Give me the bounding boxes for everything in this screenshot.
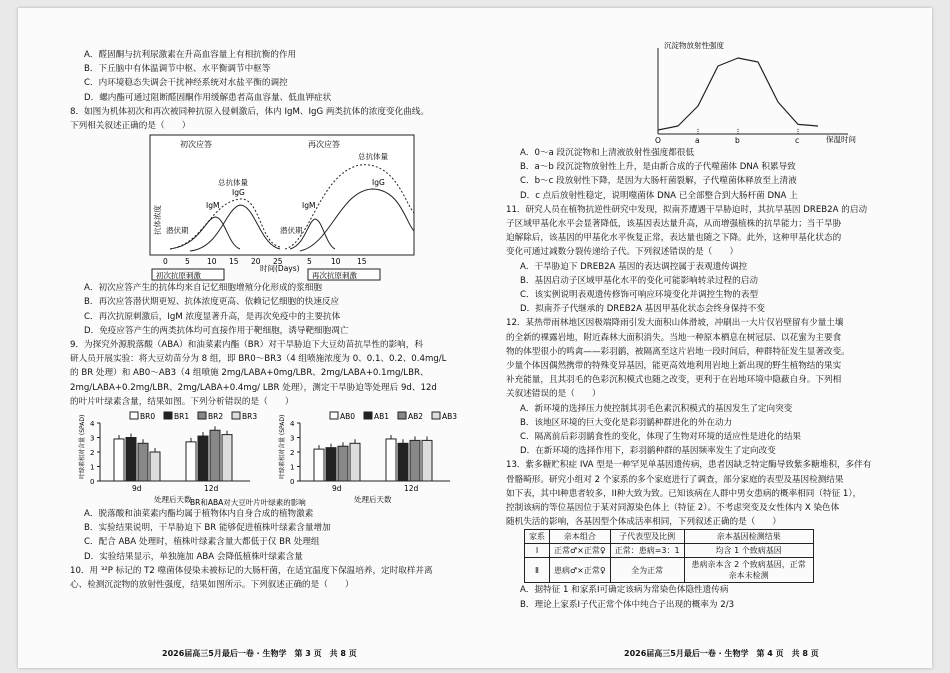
line-x-tick-label: a xyxy=(695,136,700,145)
question-line: 的 BR 处理）和 AB0～AB3（4 组喷施 2mg/LABA+0mg/LBR、2mg/LABA+0.1mg/LBR、 xyxy=(70,368,429,379)
option-line: B．再次应答潜伏期更短、抗体浓度更高、依赖记忆细胞的快速反应 xyxy=(84,297,340,308)
left-column xyxy=(70,48,490,592)
bar-y-tick-label: 0 xyxy=(290,478,295,487)
option-line: B．基因启动子区域甲基化水平的变化可能影响转录过程的启动 xyxy=(520,275,758,286)
option-line: B．a～b 段沉淀物放射性上升，是由新合成的子代噬菌体 DNA 积累导致 xyxy=(520,162,796,173)
question-line: 11．研究人员在植物抗逆性研究中发现，拟南芥遭遇干旱胁迫时，其抗旱基因 DREB2A 的启动 xyxy=(506,204,868,215)
question-line: 2mg/LABA+0.2mg/LBR、2mg/LABA+0.4mg/ LBR 处理），测定干旱胁迫等处理后 9d、12d xyxy=(70,382,437,393)
question-line: 9．为探究外源脱落酸（ABA）和油菜素内酯（BR）对干旱胁迫下大豆幼苗抗旱性的影响，科 xyxy=(70,340,423,351)
option-line: D．拟南芥子代继承的 DREB2A 基因甲基化状态会终身保持不变 xyxy=(520,304,765,315)
q8-options xyxy=(70,281,490,338)
immune-igm-label-2: IgM xyxy=(302,201,316,211)
line-x-tick-label: O xyxy=(655,136,661,145)
bar xyxy=(210,430,220,481)
table-cell: 正常♂×正常♀ xyxy=(550,544,611,558)
immune-tick-label: 5 xyxy=(307,257,312,267)
question-line: 骨骼畸形。研究小组对 2 个家系的多个家庭进行了调查，部分家庭的表型及基因检测结果 xyxy=(506,474,844,485)
table-cell: Ⅱ xyxy=(525,558,550,583)
option-line: B．实验结果说明，干旱胁迫下 BR 能够促进植株叶绿素含量增加 xyxy=(84,523,331,534)
legend-label: AB3 xyxy=(442,412,458,422)
legend-swatch xyxy=(330,412,338,419)
option-line: A．新环境的选择压力使控制其羽毛色素沉积模式的基因发生了定向突变 xyxy=(520,403,793,414)
q9-options xyxy=(70,507,490,564)
table-row xyxy=(525,544,814,558)
immune-latency-2: 潜伏期 xyxy=(280,226,303,236)
option-line: D．免疫应答产生的两类抗体均可直接作用于靶细胞，诱导靶细胞凋亡 xyxy=(84,325,349,336)
bar-category-label: 12d xyxy=(404,484,419,494)
bar xyxy=(198,436,208,481)
bar-y-label: 叶绿素相对含量 (SPAD) xyxy=(279,414,286,480)
option-line: B．下丘脑中有体温调节中枢、水平衡调节中枢等 xyxy=(84,64,271,75)
question-line: 关叙述错误的是（ ） xyxy=(506,389,601,400)
immune-tick-label: 15 xyxy=(357,257,367,267)
table-cell: 患病♂×正常♀ xyxy=(550,558,611,583)
immune-total-label-2: 总抗体量 xyxy=(358,152,388,162)
q13-stem xyxy=(506,458,926,529)
radioactivity-curve xyxy=(658,58,818,130)
primary-stimulus-label: 初次抗原刺激 xyxy=(156,271,201,281)
question-line: 的全新的裸露岩地，附近森林大面积消失。当地一种原本栖息在树冠层、以花蜜为主要食 xyxy=(506,332,842,343)
immune-total-label-1: 总抗体量 xyxy=(218,178,248,188)
immune-response-chart xyxy=(70,133,490,281)
q7-options xyxy=(70,48,490,105)
q13-options xyxy=(506,583,926,611)
q10-options xyxy=(506,146,926,203)
question-line: 下列相关叙述正确的是（ ） xyxy=(70,121,191,132)
immune-tick-label: 25 xyxy=(273,257,283,267)
bar xyxy=(350,443,360,481)
secondary-stimulus-label: 再次抗原刺激 xyxy=(312,271,357,281)
question-line: 研人员开展实验：将大豆幼苗分为 8 组，即 BR0～BR3（4 组喷施浓度为 0、0.1、0.2、0.4mg/L xyxy=(70,354,447,365)
bar xyxy=(422,440,432,481)
question-line: 补充能量，且其羽毛的色彩沉积模式也随之改变，更利于在岩地环境中隐蔽自身。下列相 xyxy=(506,375,842,386)
table-cell: 均含 1 个致病基因 xyxy=(684,544,813,558)
immune-latency-1: 潜伏期 xyxy=(166,226,189,236)
q12-stem xyxy=(506,316,926,401)
immune-primary-label: 初次应答 xyxy=(180,140,212,150)
option-line: C．内环境稳态失调会干扰神经系统对水盐平衡的调控 xyxy=(84,78,288,89)
exam-sheet xyxy=(18,8,932,668)
table-header-cell: 亲本基因检测结果 xyxy=(684,530,813,544)
immune-tick-label: 10 xyxy=(331,257,341,267)
bar xyxy=(114,439,124,481)
table-header-cell: 家系 xyxy=(525,530,550,544)
bar xyxy=(338,446,348,481)
question-line: 控制该病的等位基因位于某对同源染色体上（特征 2）。不考虑突变及女性体内 X 染色体 xyxy=(506,503,840,514)
question-line: 变化可通过减数分裂传递给子代。下列叙述错误的是（ ） xyxy=(506,247,739,258)
line-x-tick-label: c xyxy=(795,136,800,145)
q9-stem xyxy=(70,338,490,409)
legend-swatch xyxy=(432,412,440,419)
immune-igg-label-2: IgG xyxy=(372,178,385,188)
immune-tick-label: 0 xyxy=(163,257,168,267)
question-line: 如下表，其中I种患者较多，II种大致为致。已知该病在人群中男女患病的概率相同（特征 1）， xyxy=(506,488,862,499)
bar xyxy=(398,443,408,481)
bar-x-label: 处理后天数 xyxy=(154,495,192,505)
q11-stem xyxy=(506,203,926,260)
bar xyxy=(410,440,420,481)
bar-y-tick-label: 1 xyxy=(290,463,295,472)
option-line: A．醛固酮与抗利尿激素在升高血容量上有相抗衡的作用 xyxy=(84,50,297,60)
bar-y-tick-label: 2 xyxy=(290,449,295,458)
legend-label: BR3 xyxy=(242,412,258,422)
option-line: A．0～a 段沉淀物和上清液放射性强度都很低 xyxy=(520,148,695,158)
table-cell: 全为正常 xyxy=(610,558,684,583)
question-line: 10．用 ³²P 标记的 T2 噬菌体侵染未被标记的大肠杆菌，在适宜温度下保温培养，定时取样并离 xyxy=(70,565,433,576)
question-line: 8．如图为机体初次和再次被同种抗原入侵刺激后，体内 IgM、IgG 两类抗体的浓度变化曲线。 xyxy=(70,106,429,117)
question-line: 的叶片叶绿素含量，结果如图。下列分析错误的是（ ） xyxy=(70,396,294,407)
bar-y-tick-label: 4 xyxy=(90,420,95,429)
question-line: 随机失活的影响，各基因型个体成活率相同，下列叙述正确的是（ ） xyxy=(506,517,782,528)
q8-stem xyxy=(70,105,490,133)
table-cell: Ⅰ xyxy=(525,544,550,558)
line-y-label: 沉淀物放射性强度 xyxy=(664,41,724,50)
option-line: D．螺内酯可通过阻断醛固酮作用缓解患者高血容量、低血钾症状 xyxy=(84,92,332,103)
table-header-row xyxy=(525,530,814,544)
legend-swatch xyxy=(164,412,172,419)
immune-igm-label-1: IgM xyxy=(206,201,220,211)
pedigree-table xyxy=(524,529,814,583)
legend-label: AB0 xyxy=(340,412,356,422)
q11-options xyxy=(506,260,926,317)
option-line: C．b～c 段放射性下降，是因为大肠杆菌裂解，子代噬菌体释放至上清液 xyxy=(520,176,797,187)
page-4-footer: 2026届高三5月最后一卷 · 生物学 第 4 页 共 8 页 xyxy=(624,649,819,658)
legend-label: BR0 xyxy=(140,412,156,422)
table-row xyxy=(525,558,814,583)
option-line: A．脱落酸和油菜素内酯均属于植物体内自身合成的植物激素 xyxy=(84,509,314,520)
line-x-tick-label: b xyxy=(735,136,740,145)
question-line: 子区域甲基化水平会显著降低，该基因表达量升高，从而增强植株的抗旱能力；当干旱胁 xyxy=(506,219,842,230)
bar xyxy=(150,452,160,481)
immune-tick-label: 5 xyxy=(185,257,190,267)
table-cell: 患病亲本含 2 个致病基因，正常亲本未检测 xyxy=(684,558,813,583)
line-x-label: 保温时间 xyxy=(826,135,856,144)
table-body xyxy=(525,544,814,583)
legend-swatch xyxy=(198,412,206,419)
bar-category-label: 9d xyxy=(132,484,142,494)
bar xyxy=(138,443,148,481)
option-line: A．初次应答产生的抗体均来自记忆细胞增殖分化形成的浆细胞 xyxy=(84,283,322,294)
immune-igg-label-1: IgG xyxy=(232,188,245,198)
bar-category-label: 12d xyxy=(204,484,219,494)
q10-stem xyxy=(70,564,490,592)
option-line: C．该实例说明表观遗传修饰可响应环境变化并调控生物的表型 xyxy=(520,290,759,301)
option-line: A．据特征 1 和家系I可确定该病为常染色体隐性遗传病 xyxy=(520,585,729,596)
bar xyxy=(386,439,396,481)
bar xyxy=(186,442,196,481)
radioactivity-chart xyxy=(506,38,926,146)
immune-y-label: 抗体浓度 xyxy=(153,205,162,236)
bar-x-label: 处理后天数 xyxy=(354,495,392,505)
question-line: 迫解除后，该基因的甲基化水平恢复正常，表达量也随之下降。此外，这种甲基化状态的 xyxy=(506,233,842,244)
option-line: B．该地区环境的巨大变化是彩羽鹟种群进化的外在动力 xyxy=(520,417,733,428)
table-cell: 正常：患病=3：1 xyxy=(610,544,684,558)
bar-y-tick-label: 1 xyxy=(90,463,95,472)
bar-y-tick-label: 3 xyxy=(90,434,95,443)
legend-swatch xyxy=(364,412,372,419)
option-line: A．干旱胁迫下 DREB2A 基因的表达调控属于表观遗传调控 xyxy=(520,261,748,272)
legend-swatch xyxy=(398,412,406,419)
bar-category-label: 9d xyxy=(332,484,342,494)
bar xyxy=(222,435,232,481)
question-line: 物的体型很小的鸣禽——彩羽鹟，被隔离至这片岩地一段时间后，种群特征发生显著改变。 xyxy=(506,346,850,357)
bar xyxy=(314,449,324,481)
q12-options xyxy=(506,402,926,459)
right-column xyxy=(506,38,926,612)
bar xyxy=(326,448,336,481)
legend-label: AB1 xyxy=(374,412,390,422)
legend-label: BR1 xyxy=(174,412,190,422)
legend-swatch xyxy=(232,412,240,419)
bar xyxy=(126,438,136,482)
option-line: C．配合 ABA 处理时，植株叶绿素含量大都低于仅 BR 处理组 xyxy=(84,537,320,548)
immune-x-label: 时间(Days) xyxy=(260,264,300,274)
option-line: D．在新环境的选择作用下，彩羽鹟种群的基因频率发生了定向改变 xyxy=(520,446,776,457)
option-line: C．再次抗原刺激后，IgM 浓度显著升高，是再次免疫中的主要抗体 xyxy=(84,311,341,322)
option-line: C．隔离前后彩羽鹟食性的变化，体现了生物对环境的适应性是进化的结果 xyxy=(520,432,802,443)
chlorophyll-charts xyxy=(70,409,490,507)
bar-chart-title: BR和ABA对大豆叶片叶绿素的影响 xyxy=(190,498,306,508)
immune-tick-label: 10 xyxy=(207,257,217,267)
legend-label: AB2 xyxy=(408,412,424,422)
table-header-cell: 亲本组合 xyxy=(550,530,611,544)
question-line: 12．某热带雨林地区因极端降雨引发大面积山体滑坡，冲刷出一大片仅岩壁留有少量土壤 xyxy=(506,318,844,329)
question-line: 少量个体因偶然携带的特殊变异基因，能更高效地利用岩地上新出现的野生植物结的果实 xyxy=(506,361,842,372)
question-line: 心、检测沉淀物的放射性强度，结果如图所示。下列叙述正确的是（ ） xyxy=(70,580,354,591)
option-line: B．理论上家系I子代正常个体中纯合子出现的概率为 2/3 xyxy=(520,599,735,610)
immune-tick-label: 15 xyxy=(229,257,239,267)
bar-y-tick-label: 4 xyxy=(290,420,295,429)
table-header-cell: 子代表型及比例 xyxy=(610,530,684,544)
bar-y-tick-label: 0 xyxy=(90,478,95,487)
option-line: D．实验结果显示，单独施加 ABA 会降低植株叶绿素含量 xyxy=(84,551,303,562)
immune-tick-label: 20 xyxy=(251,257,261,267)
legend-swatch xyxy=(130,412,138,419)
option-line: D．c 点后放射性稳定，说明噬菌体 DNA 已全部整合到大肠杆菌 DNA 上 xyxy=(520,190,798,201)
question-line: 13．紫多糖贮积症 IVA 型是一种罕见单基因遗传病，患者因缺乏特定酶导致紫多糖堆积，多伴有 xyxy=(506,460,872,471)
legend-label: BR2 xyxy=(208,412,224,422)
immune-secondary-label: 再次应答 xyxy=(308,140,340,150)
bar-y-label: 叶绿素相对含量 (SPAD) xyxy=(79,414,86,480)
bar-y-tick-label: 3 xyxy=(290,434,295,443)
page-3-footer: 2026届高三5月最后一卷 · 生物学 第 3 页 共 8 页 xyxy=(162,649,357,658)
bar-y-tick-label: 2 xyxy=(90,449,95,458)
